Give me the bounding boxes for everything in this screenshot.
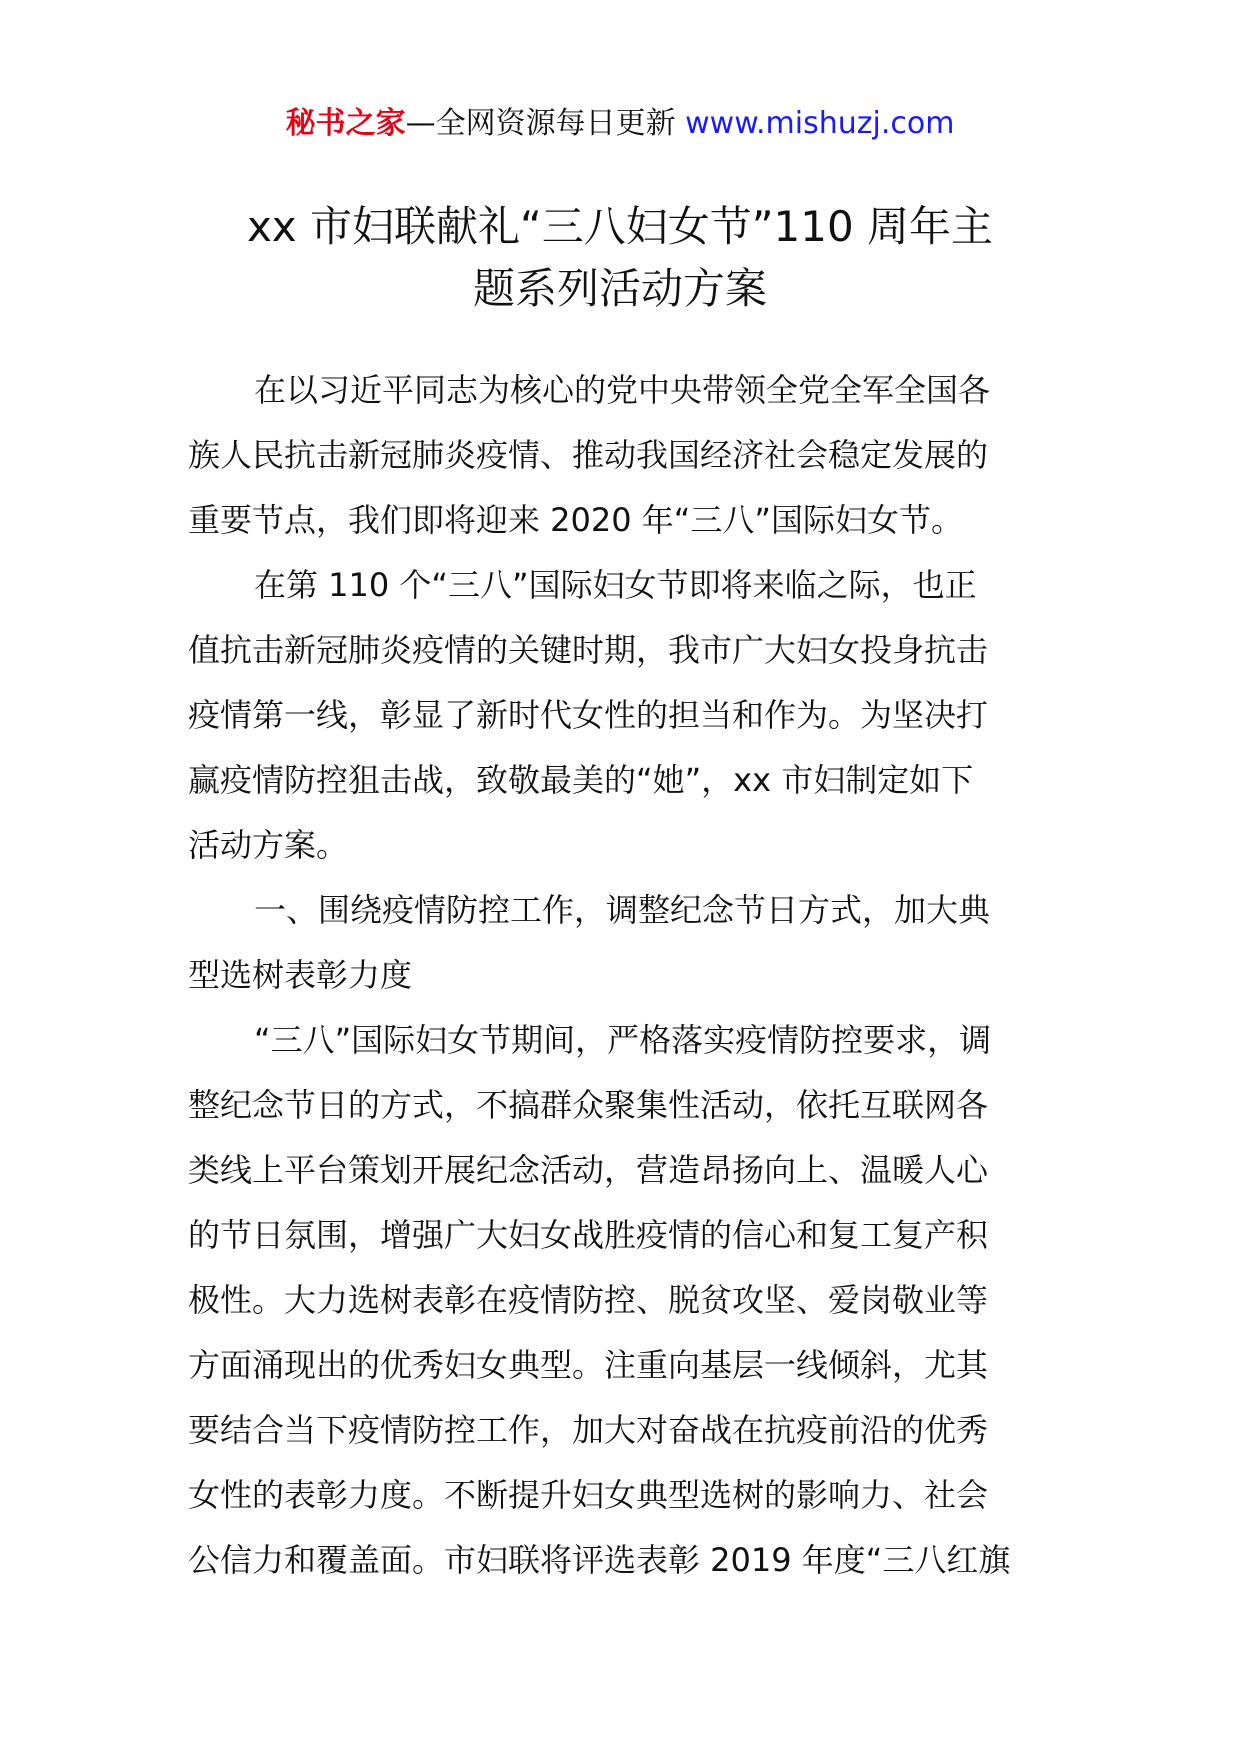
text-line: “三八”国际妇女节期间，严格落实疫情防控要求，调: [254, 1021, 992, 1059]
title-line-1: xx 市妇联献礼“三八妇女节”110 周年主: [246, 202, 994, 251]
text-line: 方面涌现出的优秀妇女典型。注重向基层一线倾斜，尤其: [188, 1346, 989, 1384]
brand-name: 秘书之家: [285, 106, 406, 141]
text-line: 在以习近平同志为核心的党中央带领全党全军全国各: [254, 371, 991, 409]
text-line: 女性的表彰力度。不断提升妇女典型选树的影响力、社会: [188, 1476, 989, 1514]
header-slogan: —全网资源每日更新: [405, 106, 676, 141]
document-title: [150, 196, 1090, 320]
text-line: 赢疫情防控狙击战，致敬最美的“她”，xx 市妇制定如下: [188, 761, 974, 799]
text-line: 类线上平台策划开展纪念活动，营造昂扬向上、温暖人心: [188, 1151, 989, 1189]
title-line-2: 题系列活动方案: [472, 264, 767, 313]
heading-line: 型选树表彰力度: [188, 956, 413, 994]
paragraph-section-1: [188, 1008, 1054, 1593]
heading-line: 一、围绕疫情防控工作，调整纪念节日方式，加大典: [254, 891, 991, 929]
site-url-link[interactable]: www.mishuzj.com: [685, 106, 955, 141]
paragraph-background: [188, 553, 1054, 878]
site-header: [0, 104, 1240, 144]
text-line: 疫情第一线，彰显了新时代女性的担当和作为。为坚决打: [188, 696, 989, 734]
text-line: 极性。大力选树表彰在疫情防控、脱贫攻坚、爱岗敬业等: [188, 1281, 989, 1319]
paragraph-intro: [188, 358, 1054, 553]
text-line: 公信力和覆盖面。市妇联将评选表彰 2019 年度“三八红旗: [188, 1541, 1011, 1579]
text-line: 族人民抗击新冠肺炎疫情、推动我国经济社会稳定发展的: [188, 436, 989, 474]
text-line: 的节日氛围，增强广大妇女战胜疫情的信心和复工复产积: [188, 1216, 989, 1254]
document-body: [188, 358, 1054, 1593]
text-line: 重要节点，我们即将迎来 2020 年“三八”国际妇女节。: [188, 501, 963, 539]
section-heading-1: [188, 878, 1054, 1008]
text-line: 值抗击新冠肺炎疫情的关键时期，我市广大妇女投身抗击: [188, 631, 989, 669]
text-line: 整纪念节日的方式，不搞群众聚集性活动，依托互联网各: [188, 1086, 989, 1124]
text-line: 要结合当下疫情防控工作，加大对奋战在抗疫前沿的优秀: [188, 1411, 989, 1449]
text-line: 活动方案。: [188, 826, 349, 864]
text-line: 在第 110 个“三八”国际妇女节即将来临之际，也正: [254, 566, 977, 604]
